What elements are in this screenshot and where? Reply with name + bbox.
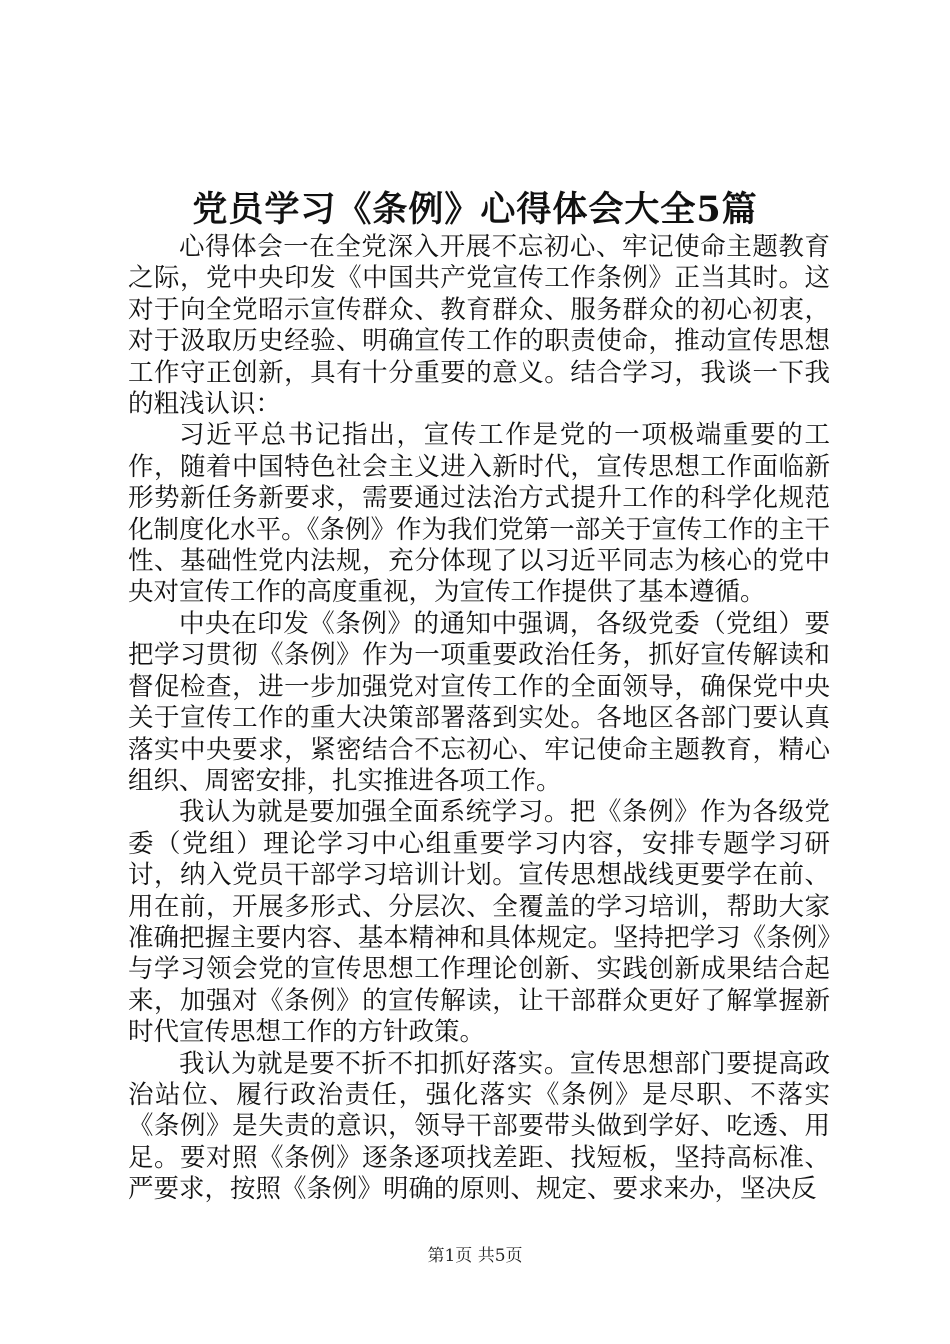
paragraph: 心得体会一在全党深入开展不忘初心、牢记使命主题教育之际，党中央印发《中国共产党宣传工作条例》正当其时。这对于向全党昭示宣传群众、教育群众、服务群众的初心初衷，对于汲取历史经验、明确宣传工作的职责使命，推动宣传思想工作守正创新，具有十分重要的意义。结合学习，我谈一下我的粗浅认识：: [128, 232, 830, 420]
paragraph: 中央在印发《条例》的通知中强调，各级党委（党组）要把学习贯彻《条例》作为一项重要政治任务，抓好宣传解读和督促检查，进一步加强党对宣传工作的全面领导，确保党中央关于宣传工作的重大决策部署落到实处。各地区各部门要认真落实中央要求，紧密结合不忘初心、牢记使命主题教育，精心组织、周密安排，扎实推进各项工作。: [128, 608, 830, 796]
paragraph: 我认为就是要不折不扣抓好落实。宣传思想部门要提高政治站位、履行政治责任，强化落实《条例》是尽职、不落实《条例》是失责的意识，领导干部要带头做到学好、吃透、用足。要对照《条例》逐条逐项找差距、找短板，坚持高标准、严要求，按照《条例》明确的原则、规定、要求来办，坚决反: [128, 1048, 830, 1205]
page-footer: 第1页 共5页: [427, 1246, 523, 1266]
document-title: 党员学习《条例》心得体会大全5篇: [192, 189, 758, 230]
paragraph: 我认为就是要加强全面系统学习。把《条例》作为各级党委（党组）理论学习中心组重要学习内容，安排专题学习研讨，纳入党员干部学习培训计划。宣传思想战线更要学在前、用在前，开展多形式、分层次、全覆盖的学习培训，帮助大家准确把握主要内容、基本精神和具体规定。坚持把学习《条例》与学习领会党的宣传思想工作理论创新、实践创新成果结合起来，加强对《条例》的宣传解读，让干部群众更好了解掌握新时代宣传思想工作的方针政策。: [128, 797, 830, 1048]
document-body: [128, 232, 830, 1206]
paragraph: 习近平总书记指出，宣传工作是党的一项极端重要的工作，随着中国特色社会主义进入新时代，宣传思想工作面临新形势新任务新要求，需要通过法治方式提升工作的科学化规范化制度化水平。《条例》作为我们党第一部关于宣传工作的主干性、基础性党内法规，充分体现了以习近平同志为核心的党中央对宣传工作的高度重视，为宣传工作提供了基本遵循。: [128, 420, 830, 608]
